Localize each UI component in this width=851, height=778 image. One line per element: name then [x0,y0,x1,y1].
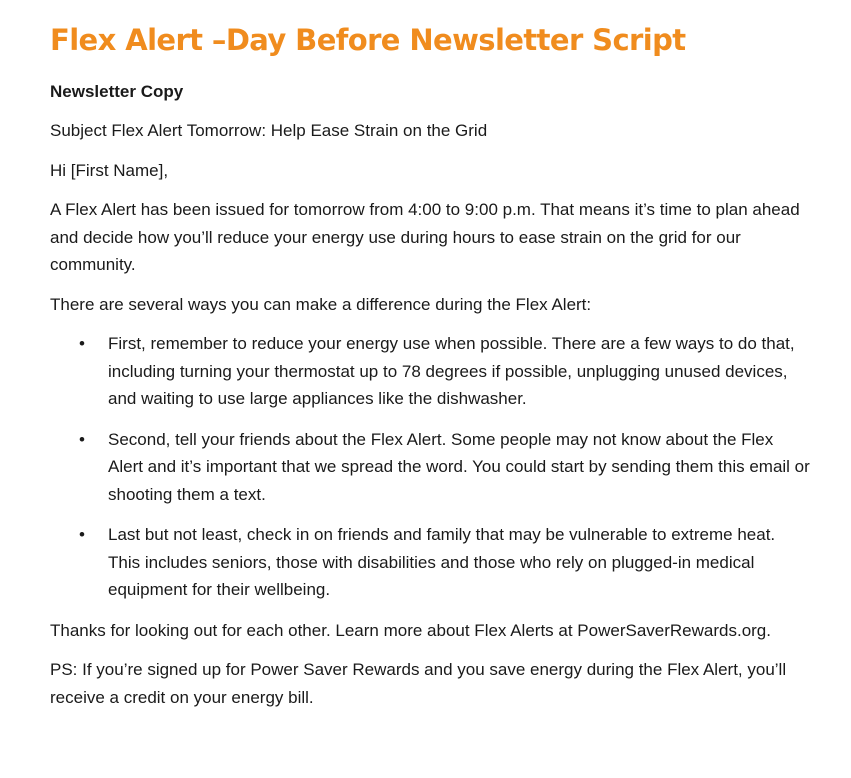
thanks-paragraph: Thanks for looking out for each other. Learn more about Flex Alerts at PowerSaverRewards.org. [50,620,771,640]
list-item [50,330,811,413]
list-item-text: Last but not least, check in on friends and family that may be vulnerable to extreme heat. This includes seniors, those with disabilities and those who rely on plugged-in medical equipment for their wellbeing. [108,525,776,599]
tips-list [50,330,811,604]
bullet-icon: • [79,429,85,449]
greeting: Hi [First Name], [50,160,169,180]
bullet-icon: • [79,334,85,353]
list-intro: There are several ways you can make a difference during the Flex Alert: [50,294,592,314]
bullet-icon: • [79,525,85,544]
ps-paragraph: PS: If you’re signed up for Power Saver Rewards and you save energy during the Flex Alert, you’ll receive a credit on your energy bill. [50,660,787,707]
list-item-text: First, remember to reduce your energy use when possible. There are a few ways to do that, including turning your thermostat up to 78 degrees if possible, unplugging unused devices, and waiting to use large appliances like the dishwasher. [108,334,795,408]
subject-line: Subject Flex Alert Tomorrow: Help Ease Strain on the Grid [50,121,488,140]
section-heading: Newsletter Copy [50,82,184,101]
list-item-text: Second, tell your friends about the Flex Alert. Some people may not know about the Flex Alert and it’s important that we spread the word. You could start by sending them this email or shooting them a text. [108,429,810,504]
list-item [50,521,811,604]
document-title: Flex Alert –Day Before Newsletter Script [50,23,686,57]
list-item [50,426,811,509]
intro-paragraph: A Flex Alert has been issued for tomorrow from 4:00 to 9:00 p.m. That means it’s time to plan ahead and decide how you’ll reduce your energy use during hours to ease strain on the grid for our community. [50,200,800,274]
